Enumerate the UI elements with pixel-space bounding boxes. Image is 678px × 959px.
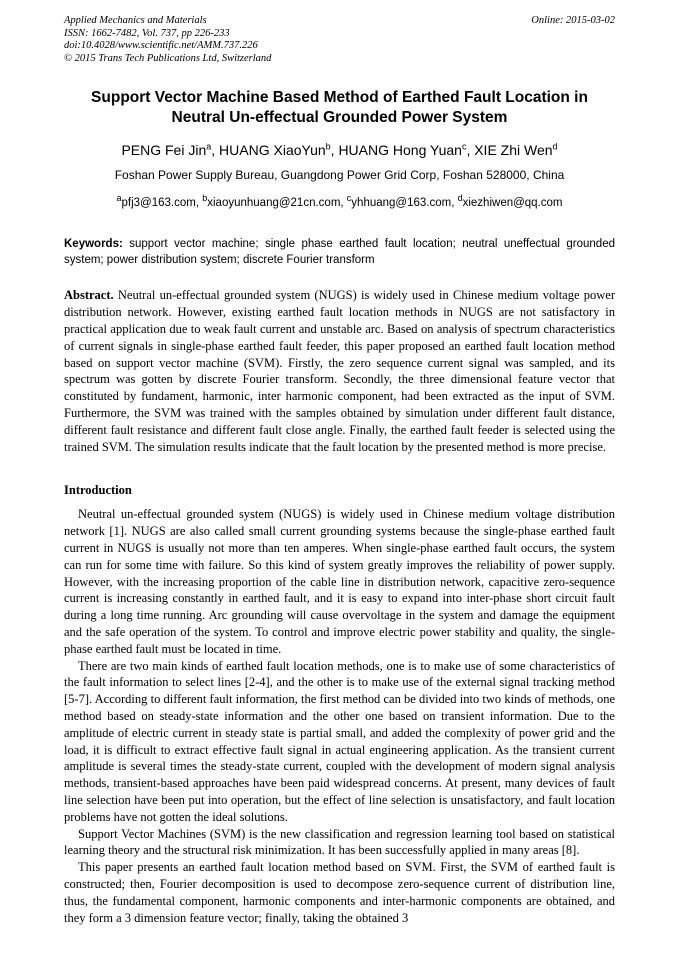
author-list: [64, 138, 615, 159]
doi-line: doi:10.4028/www.scientific.net/AMM.737.226: [64, 40, 258, 51]
affiliation-line: Foshan Power Supply Bureau, Guangdong Power Grid Corp, Foshan 528000, China: [114, 167, 565, 182]
intro-paragraph-1: Neutral un-effectual grounded system (NUGS) is widely used in Chinese medium voltage distribution network [1]. NUGS are also called small current grounding systems because the single-phase earthed fault current in NUGS is usually not more than ten amperes. When single-phase earthed fault occurs, the system can run for some time with failure. So this kind of system greatly improves the reliability of power supply. However, with the increasing proportion of the cable line in distribution network, capacitive zero-sequence current is increasing constantly in earthed fault, and it is easy to expand into inter-phase short circuit fault during a long time running. Arc grounding will cause overvoltage in the system and damage the equipment and the safe operation of the system. To control and improve electric power stability and quality, the single-phase earthed fault must be located in time.: [64, 507, 615, 656]
author-name: , HUANG Hong Yuan: [330, 141, 462, 158]
abstract-block: [64, 287, 615, 455]
author-affiliation-mark: b: [325, 141, 331, 151]
online-date: Online: 2015-03-02: [531, 15, 615, 26]
journal-metadata: [64, 15, 271, 65]
author-email: [202, 193, 347, 210]
copyright-line: © 2015 Trans Tech Publications Ltd, Switzerland: [64, 52, 272, 64]
author-name: , XIE Zhi Wen: [466, 141, 553, 158]
keywords-text: support vector machine; single phase earthed fault location; neutral uneffectual grounded system; power distribution system; discrete Fourier transform: [64, 238, 615, 266]
email-affiliation-mark: c: [346, 193, 352, 204]
author-affiliation-mark: d: [552, 141, 558, 151]
email-address: xiezhiwen@qq.com: [462, 197, 563, 210]
author: [211, 142, 330, 158]
author-affiliation-mark: a: [206, 141, 212, 151]
keywords-block: [64, 237, 615, 268]
page-header: [64, 15, 615, 65]
author: [466, 142, 557, 158]
issn-volume-pages: ISSN: 1662-7482, Vol. 737, pp 226-233: [64, 27, 230, 39]
email-affiliation-mark: b: [202, 193, 208, 204]
intro-paragraph-3: Support Vector Machines (SVM) is the new classification and regression learning tool based on statistical learning theory and the structural risk minimization. It has been successfully applied in many areas [8].: [64, 826, 615, 858]
author-email: [346, 193, 458, 210]
author-name: , HUANG XiaoYun: [211, 141, 326, 158]
email-list: [64, 192, 615, 211]
abstract-label: Abstract.: [64, 288, 114, 303]
paper-title: Support Vector Machine Based Method of Earthed Fault Location in Neutral Un-effectual Grounded Power System: [91, 89, 588, 126]
email-affiliation-mark: a: [116, 193, 122, 204]
journal-name: Applied Mechanics and Materials: [64, 15, 207, 26]
author: [121, 142, 211, 158]
email-address: xiaoyunhuang@21cn.com,: [207, 197, 347, 210]
email-address: pfj3@163.com,: [121, 197, 203, 210]
keywords-label: Keywords:: [64, 238, 123, 251]
intro-paragraph-4: This paper presents an earthed fault location method based on SVM. First, the SVM of earthed fault is constructed; then, Fourier decomposition is used to decompose zero-sequence current of distribution line, thus, the fundamental component, harmonic components and inter-harmonic components are obtained, and they form a 3 dimension feature vector; finally, taking the obtained 3: [64, 860, 615, 925]
email-address: yhhuang@163.com,: [351, 197, 458, 210]
email-affiliation-mark: d: [457, 193, 463, 204]
author-affiliation-mark: c: [461, 141, 467, 151]
intro-paragraph-2: There are two main kinds of earthed fault location methods, one is to make use of some characteristics of the fault information to select lines [2-4], and the other is to make use of the external signal tracking method [5-7]. According to different fault information, the first method can be divided into two kinds of methods, one method based on steady-state information and the other one based on transient information. Due to the amplitude of electric current in steady state is partial small, and added the complexity of power grid and the load, it is difficult to extract effective fault signal in actual engineering application. As the transient current amplitude is several times the steady-state current, coupled with the development of modern signal analysis methods, transient-based approaches have been paid widespread concerns. At present, many devices of fault line selection have been put into operation, but the effect of line selection is unsatisfactory, and fault location problems have not gotten the ideal solutions.: [64, 658, 615, 824]
author-name: PENG Fei Jin: [121, 141, 207, 158]
author: [331, 142, 467, 158]
author-email: [457, 193, 563, 210]
author-email: [116, 193, 203, 210]
introduction-body: [64, 506, 615, 926]
abstract-text: Neutral un-effectual grounded system (NUGS) is widely used in Chinese medium voltage power distribution network. However, existing earthed fault location methods in NUGS are not satisfactory in practical application due to weak fault current and unstable arc. Based on analysis of spectrum characteristics of current signals in single-phase earthed fault feeder, this paper proposed an earthed fault location method based on support vector machine (SVM). Firstly, the zero sequence current signal was sampled, and its spectrum was gotten by discrete Fourier transform. Secondly, the three dimensional feature vector that constituted by fundament, harmonic, inter harmonic component, had been extracted as the input of SVM. Furthermore, the SVM was trained with the samples obtained by simulation under different fault distance, different fault resistance and different fault close angle. Finally, the earthed fault feeder is selected using the trained SVM. The simulation results indicate that the fault location by the presented method is more precise.: [64, 288, 615, 454]
section-heading-introduction: Introduction: [64, 483, 132, 498]
